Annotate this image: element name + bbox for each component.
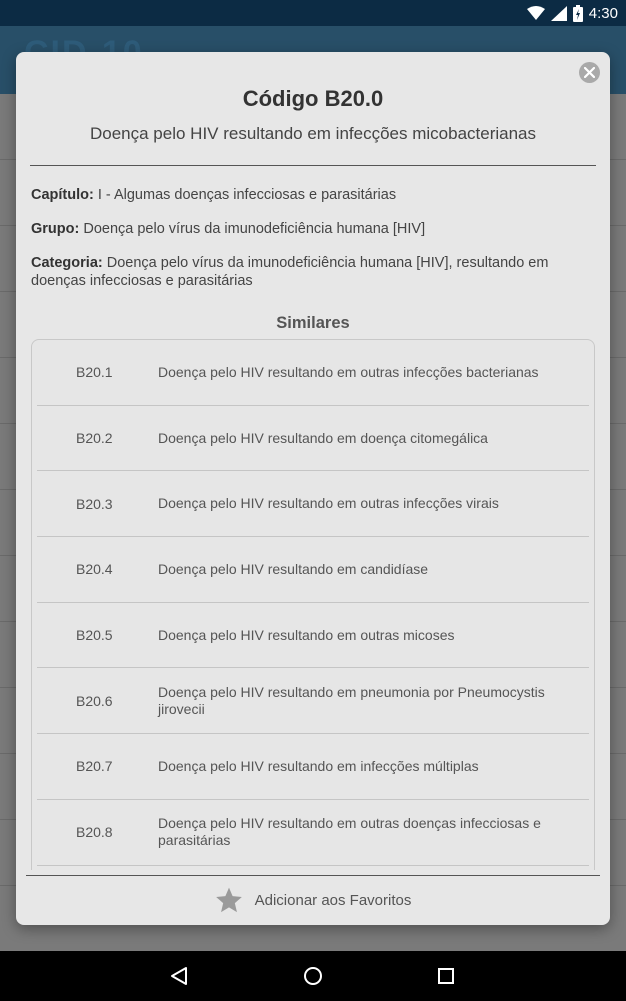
item-code: B20.1: [76, 364, 113, 381]
categoria-value: Doença pelo vírus da imunodeficiência humana [HIV], resultando em doenças infecciosas e parasitárias: [31, 255, 549, 289]
recents-button[interactable]: [433, 963, 459, 989]
grupo-info: [31, 220, 591, 238]
item-code: B20.4: [76, 561, 113, 578]
close-button[interactable]: [579, 62, 600, 83]
list-item[interactable]: [37, 668, 589, 734]
home-button[interactable]: [300, 963, 326, 989]
capitulo-value: I - Algumas doenças infecciosas e parasitárias: [97, 187, 397, 203]
status-time: 4:30: [588, 4, 618, 22]
back-icon: [169, 966, 189, 986]
item-description: Doença pelo HIV resultando em doença citomegálica: [158, 429, 488, 446]
similares-list[interactable]: [31, 339, 595, 870]
categoria-label: Categoria:: [31, 255, 103, 271]
item-code: B20.8: [76, 824, 113, 841]
battery-icon: [573, 5, 583, 22]
recents-icon: [437, 967, 455, 985]
add-favorite-button[interactable]: [16, 876, 610, 925]
item-description: Doença pelo HIV resultando em outras micoses: [158, 626, 455, 643]
item-code: B20.3: [76, 495, 113, 512]
item-description: Doença pelo HIV resultando em outras infecções bacterianas: [158, 363, 539, 380]
item-description: Doença pelo HIV resultando em pneumonia por Pneumocystis jirovecii: [158, 683, 545, 717]
item-code: B20.7: [76, 758, 113, 775]
wifi-icon: [527, 6, 545, 21]
dialog-title: Código B20.0: [242, 86, 384, 111]
code-detail-dialog: [16, 52, 610, 925]
navigation-bar: [0, 951, 626, 1001]
grupo-label: Grupo:: [31, 221, 80, 237]
item-code: B20.6: [76, 692, 113, 709]
signal-icon: [551, 6, 567, 21]
list-item[interactable]: [37, 471, 589, 537]
categoria-info: [31, 254, 591, 290]
item-description: Doença pelo HIV resultando em candidíase: [158, 560, 429, 577]
star-icon: [215, 887, 243, 914]
home-icon: [303, 966, 323, 986]
item-description: Doença pelo HIV resultando em outras doenças infecciosas e parasitárias: [158, 815, 541, 849]
list-item[interactable]: [37, 603, 589, 669]
back-button[interactable]: [166, 963, 192, 989]
dialog-subtitle: Doença pelo HIV resultando em infecções micobacterianas: [89, 124, 537, 143]
similares-title: Similares: [276, 314, 350, 332]
list-item[interactable]: [37, 406, 589, 472]
list-item[interactable]: [37, 340, 589, 406]
capitulo-label: Capítulo:: [31, 187, 94, 203]
add-favorite-label: Adicionar aos Favoritos: [254, 892, 412, 909]
item-code: B20.2: [76, 430, 113, 447]
grupo-value: Doença pelo vírus da imunodeficiência humana [HIV]: [83, 221, 426, 237]
capitulo-info: [31, 186, 591, 204]
list-item[interactable]: [37, 537, 589, 603]
divider: [30, 165, 596, 166]
list-item[interactable]: [37, 734, 589, 800]
item-code: B20.5: [76, 627, 113, 644]
status-icons: [527, 4, 618, 22]
status-bar: [0, 0, 626, 26]
item-description: Doença pelo HIV resultando em outras infecções virais: [158, 495, 499, 512]
list-item[interactable]: [37, 800, 589, 866]
close-icon: [584, 67, 595, 78]
item-description: Doença pelo HIV resultando em infecções múltiplas: [158, 757, 479, 774]
